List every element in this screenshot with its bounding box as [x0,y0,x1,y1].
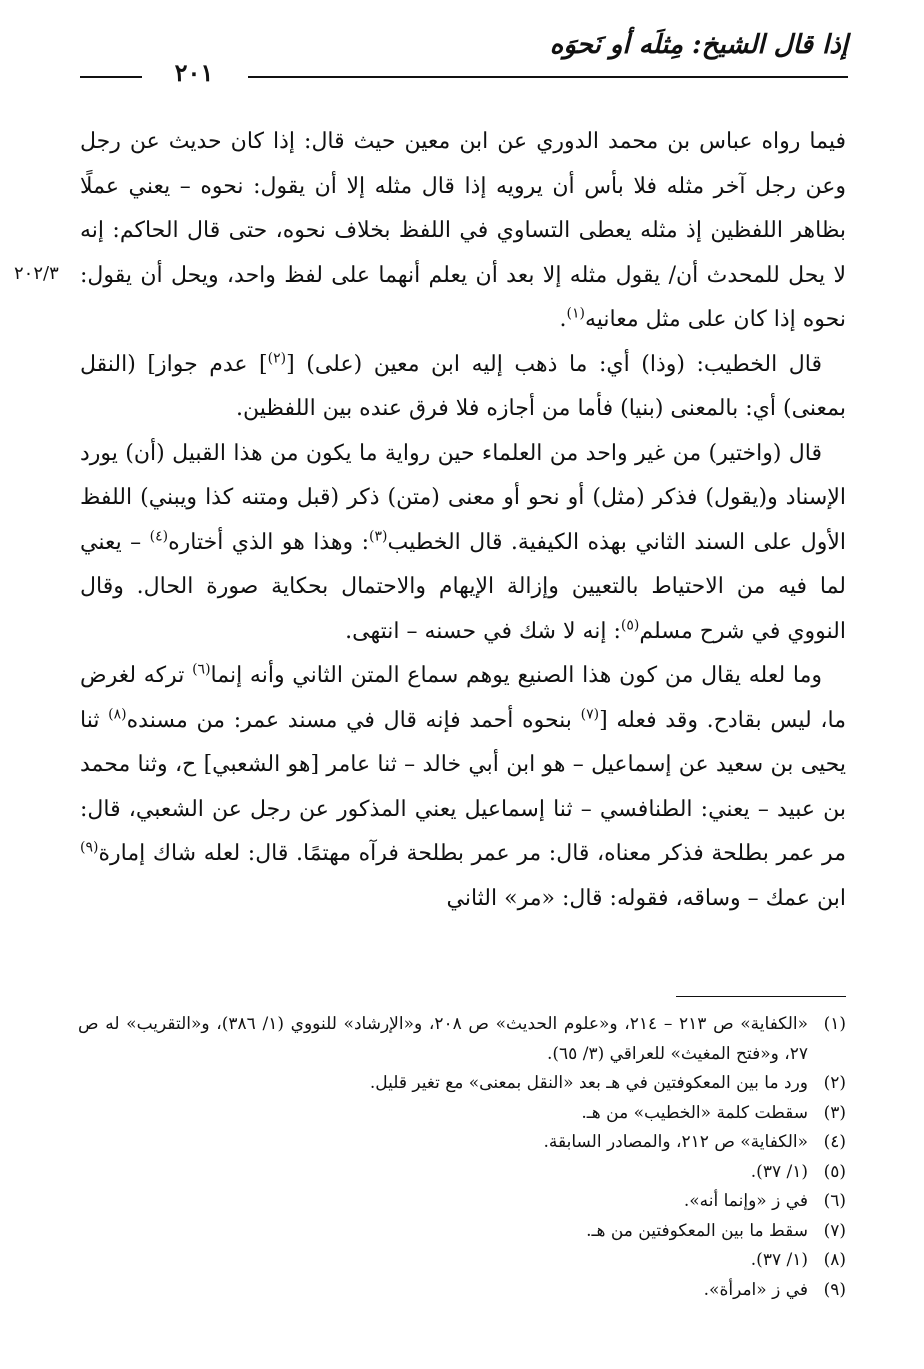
footnote-number: (٤) [823,1132,846,1152]
footnote-number: (٢) [823,1073,846,1093]
margin-page-reference: ٢٠٢/٣ [14,263,59,284]
paragraph-text: قال (واختير) من غير واحد من العلماء حين رواية ما يكون من هذا القبيل (أن) يورد الإسناد و(يقول) فذكر (مثل) أو نحو أو معنى (متن) ذكر (قبل ومتنه كذا ويبني) اللفظ الأول على السند الثاني بهذه الكيفية. قال الخطيب [80,440,846,555]
footnote-number: (٩) [823,1279,846,1300]
footnote-number: (٦) [823,1191,846,1211]
paragraph [80,343,846,432]
footnote-number: (٧) [823,1220,846,1241]
paragraph-text: بنحوه أحمد فإنه قال في مسند عمر: من مسنده [126,707,581,733]
footnote-text: «الكفاية» ص ٢١٣ – ٢١٤، و«علوم الحديث» ص ٢٠٨، و«الإرشاد» للنووي (١/ ٣٨٦)، و«التقريب» له ص ٢٧، و«فتح المغيث» للعراقي (٣/ ٦٥). [78,1014,809,1064]
paragraph-text: : إنه لا شك في حسنه – انتهى. [345,618,621,644]
footnote-text: في ز «وإنما أنه». [683,1191,808,1211]
footnote-ref: (٦) [192,661,211,678]
main-text [80,120,846,921]
footnote [78,1128,846,1158]
paragraph-text: تركه لغرض ما، ليس بقادح. وقد فعله [ [80,663,846,733]
footnote-number: (١) [823,1014,846,1034]
paragraph [80,654,846,921]
paragraph-text: – يعني لما فيه من الاحتياط بالتعيين وإزالة الإيهام والاحتمال بحكاية صورة الحال. وقال النووي في شرح مسلم [80,529,846,644]
footnote [78,1069,846,1099]
footnote-number: (٨) [823,1250,846,1270]
paragraph-text: ابن عمك – وساقه، فقوله: قال: «مر» الثاني [446,885,846,911]
footnote-number: (٣) [823,1102,846,1123]
footnote-text: (١/ ٣٧). [750,1161,808,1182]
footnote-text: «الكفاية» ص ٢١٢، والمصادر السابقة. [543,1132,808,1152]
paragraph [80,432,846,655]
header-rule [248,76,848,78]
footnote-text: سقط ما بين المعكوفتين من هـ. [586,1220,808,1241]
footnote [78,1158,846,1188]
page-number: ٢٠١ [148,58,240,88]
footnote-divider [676,996,846,997]
paragraph-text: وما لعله يقال من كون هذا الصنيع يوهم سماع المتن الثاني وأنه إنما [210,663,823,688]
header-left-rule [80,76,142,78]
footnote-text: ورد ما بين المعكوفتين في هـ بعد «النقل بمعنى» مع تغير قليل. [369,1073,808,1093]
footnote-ref: (٥) [620,617,640,634]
footnote-ref: (٣) [369,528,388,545]
footnote [78,1276,846,1306]
paragraph-text: ] عدم جواز] (النقل بمعنى) أي: بالمعنى (بنيا) فأما من أجازه فلا فرق عنده بين اللفظين. [80,351,846,421]
footnote-ref: (١) [566,305,585,322]
footnote-ref: (٢) [267,350,287,367]
footnote-ref: (٨) [108,706,127,723]
footnote-ref: (٩) [80,839,99,856]
footnote-ref: (٤) [149,528,169,545]
footnote-text: (١/ ٣٧). [750,1250,808,1270]
footnote-text: في ز «امرأة». [703,1279,808,1300]
footnote-text: سقطت كلمة «الخطيب» من هـ. [581,1102,808,1123]
paragraph-text: ثنا يحيى بن سعيد عن إسماعيل – هو ابن أبي خالد – ثنا عامر [هو الشعبي] ح، وثنا محمد بن عبيد – يعني: الطنافسي – ثنا إسماعيل يعني المذكور عن رجل عن الشعبي، قال: مر عمر بطلحة فذكر معناه، قال: مر عمر بطلحة فرآه مهتمًا. قال: لعله شاك إمارة [80,707,846,866]
footnote [78,1187,846,1217]
header-title: إذا قال الشيخ: مِثلَه أو نَحوَه [549,30,848,60]
footnote-ref: (٧) [580,706,600,723]
footnotes [78,1010,846,1305]
paragraph-text: : وهذا هو الذي أختاره [168,529,370,555]
running-header [80,30,848,90]
footnote [78,1217,846,1247]
footnote [78,1246,846,1276]
footnote [78,1099,846,1129]
paragraph-text: قال الخطيب: (وذا) أي: ما ذهب إليه ابن معين (على) [ [286,351,822,377]
footnote [78,1010,846,1069]
paragraph: فيما رواه عباس بن محمد الدوري عن ابن معين حيث قال: إذا كان حديث عن رجل وعن رجل آخر مثله فلا بأس أن يرويه إذا قال مثله إلا أن يقول: نحوه – يعني عملًا بظاهر اللفظين إذ مثله يعطى التساوي في اللفظ بخلاف نحوه، حتى قال الحاكم: إنه لا يحل للمحدث أن/ يقول مثله إلا بعد أن يعلم أنهما على لفظ واحد، ويحل أن يقول: نحوه إذا كان على مثل معانيه$^{(١)}$. [80,129,846,332]
paragraph-text: فيما رواه عباس بن محمد الدوري عن ابن معين حيث قال: إذا كان حديث عن رجل وعن رجل آخر مثله فلا بأس أن يرويه إذا قال مثله إلا أن يقول: نحوه – يعني عملًا بظاهر اللفظين إذ مثله يعطى التساوي في اللفظ بخلاف نحوه، حتى قال الحاكم: إنه لا يحل للمحدث أن/ يقول مثله إلا بعد أن يعلم أنهما على لفظ واحد، ويحل أن يقول: نحوه إذا كان على مثل معانيه [80,129,846,332]
footnote-number: (٥) [823,1161,846,1182]
